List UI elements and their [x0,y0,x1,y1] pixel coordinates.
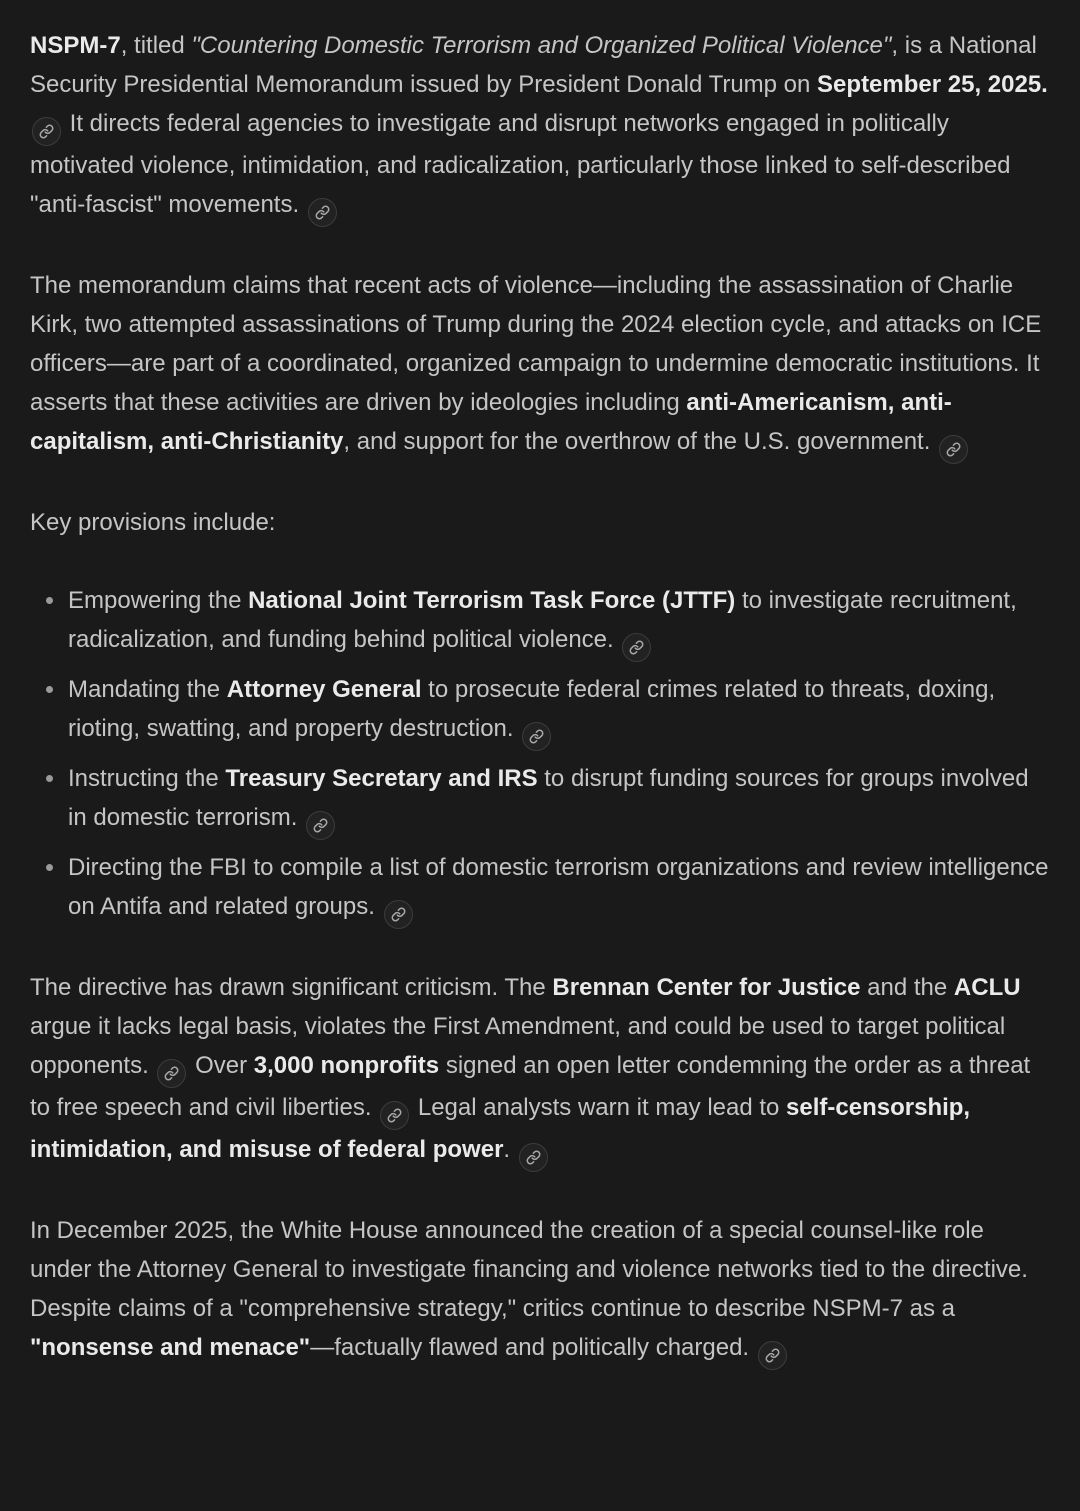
bold-text: National Joint Terrorism Task Force (JTTF) [248,587,736,614]
paragraph [30,266,1050,464]
text-run: In December 2025, the White House announced the creation of a special counsel-like role under the Attorney General to investigate financing and violence networks tied to the directive. Despite claims of a "comprehensive strategy," critics continue to describe NSPM-7 as a [30,1217,1028,1322]
chain-link-icon [765,1348,780,1363]
paragraph [30,503,1050,542]
bold-text: ACLU [953,974,1021,1001]
citation-link[interactable] [308,198,337,227]
chain-link-icon [391,907,406,922]
text-run: Empowering the [68,587,249,614]
citation-link[interactable] [157,1059,186,1088]
paragraph [30,26,1050,227]
bold-text: NSPM-7 [30,32,121,59]
citation-link[interactable] [306,811,335,840]
list-item [30,670,1050,751]
bold-text: "nonsense and menace" [30,1334,311,1361]
chain-link-icon [315,205,330,220]
citation-link[interactable] [380,1101,409,1130]
italic-text: "Countering Domestic Terrorism and Organized Political Violence" [191,32,892,59]
bold-text: anti-Americanism, anti-capitalism, anti-Christianity [30,389,952,455]
citation-link[interactable] [622,633,651,662]
text-run: argue it lacks legal basis, violates the First Amendment, and could be used to target political opponents. [30,1013,1006,1079]
bold-text: Attorney General [226,676,422,703]
text-run: signed an open letter condemning the order as a threat to free speech and civil liberties. [30,1052,1031,1121]
citation-link[interactable] [522,722,551,751]
text-run: , is a National Security Presidential Memorandum issued by President Donald Trump on [30,32,1037,98]
paragraph [30,1211,1050,1370]
text-run: The memorandum claims that recent acts of violence—including the assassination of Charlie Kirk, two attempted assassinations of Trump during the 2024 election cycle, and attacks on ICE officers—are part of a coordinated, organized campaign to undermine democratic institutions. It asserts that these activities are driven by ideologies including [30,272,1042,416]
bold-text: September 25, 2025. [817,71,1048,98]
list-item [30,581,1050,662]
key-provisions-list [30,581,1050,929]
chain-link-icon [526,1150,541,1165]
text-run: It directs federal agencies to investigate and disrupt networks engaged in politically motivated violence, intimidation, and radicalization, particularly those linked to self-described "anti-fascist" movements. [30,110,1011,218]
chain-link-icon [313,818,328,833]
chain-link-icon [629,640,644,655]
text-run: to investigate recruitment, radicalization, and funding behind political violence. [68,587,1017,653]
list-item [30,759,1050,840]
text-run: Mandating the [68,676,227,703]
chain-link-icon [39,124,54,139]
text-run: to disrupt funding sources for groups involved in domestic terrorism. [68,765,1029,831]
text-run: Instructing the [68,765,226,792]
text-run: and the [860,974,954,1001]
text-run: , titled [120,32,192,59]
bold-text: self-censorship, intimidation, and misuse of federal power [30,1094,971,1163]
citation-link[interactable] [32,117,61,146]
citation-link[interactable] [758,1341,787,1370]
text-run: —factually flawed and politically charged. [310,1334,756,1361]
chain-link-icon [946,442,961,457]
text-run: The directive has drawn significant criticism. The [30,974,553,1001]
chain-link-icon [387,1108,402,1123]
chain-link-icon [164,1066,179,1081]
text-run: Directing the FBI to compile a list of domestic terrorism organizations and review intelligence on Antifa and related groups. [68,854,1049,920]
bold-text: Brennan Center for Justice [552,974,861,1001]
citation-link[interactable] [519,1143,548,1172]
text-run: , and support for the overthrow of the U.S. government. [343,428,938,455]
citation-link[interactable] [384,900,413,929]
paragraph [30,968,1050,1172]
text-run: . [503,1136,517,1163]
text-run: Key provisions include: [30,509,276,536]
bold-text: 3,000 nonprofits [253,1052,440,1079]
text-run: Over [188,1052,254,1079]
text-run: to prosecute federal crimes related to threats, doxing, rioting, swatting, and property destruction. [68,676,996,742]
list-item [30,848,1050,929]
bold-text: Treasury Secretary and IRS [225,765,538,792]
text-run: Legal analysts warn it may lead to [411,1094,787,1121]
citation-link[interactable] [939,435,968,464]
chain-link-icon [529,729,544,744]
